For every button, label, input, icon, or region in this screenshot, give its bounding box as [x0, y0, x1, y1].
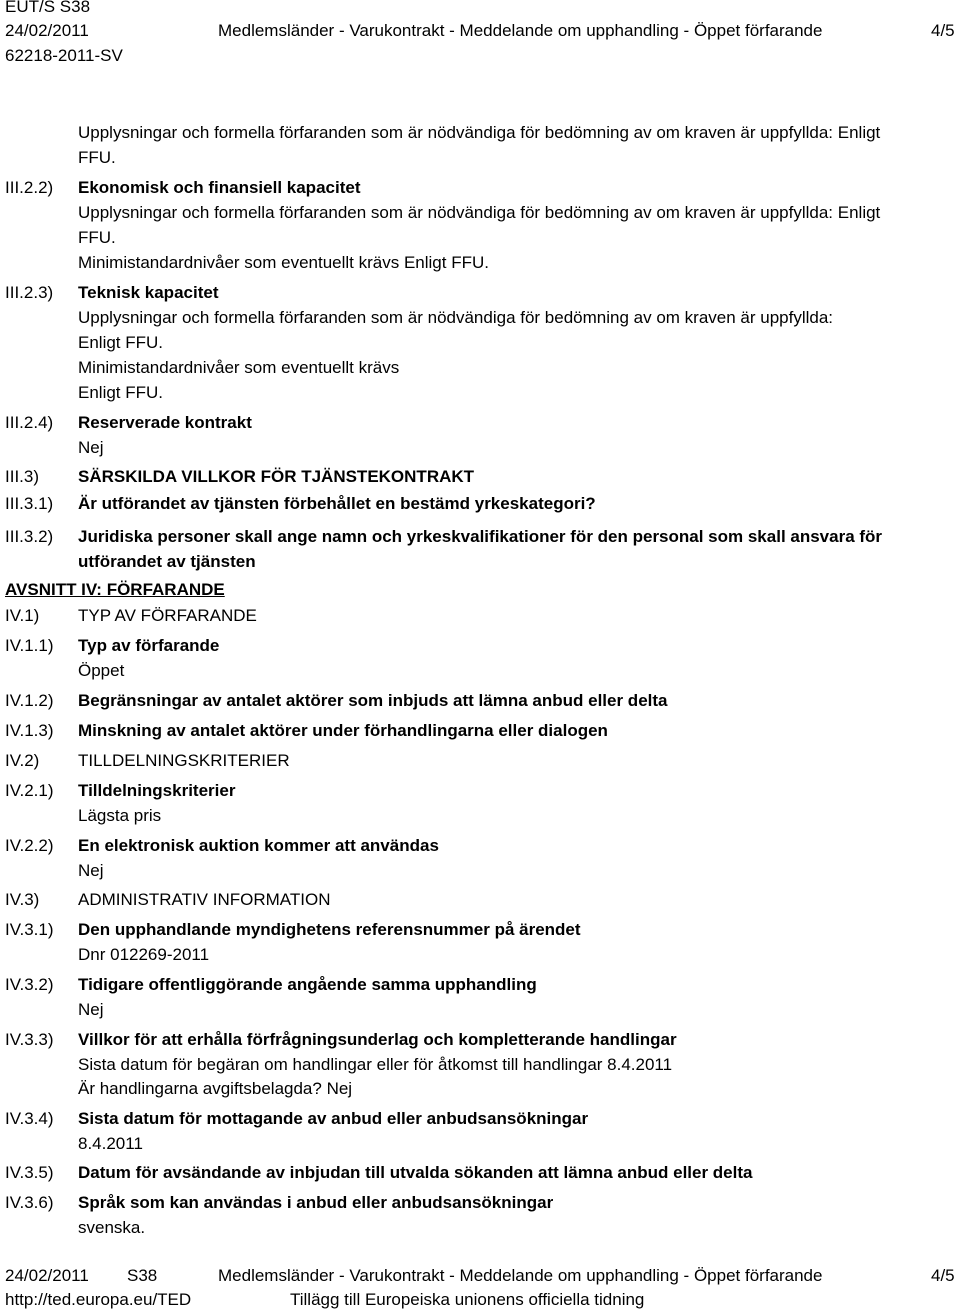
item-number: IV.3.3) [5, 1030, 54, 1049]
footer-url[interactable]: http://ted.europa.eu/TED [5, 1290, 192, 1309]
item-text: Dnr 012269-2011 [78, 945, 210, 964]
item-number: IV.1) [5, 606, 40, 625]
item-number: IV.3.6) [5, 1193, 54, 1212]
item-number: III.2.2) [5, 178, 54, 197]
item-text: Minimistandardnivåer som eventuellt krävs [78, 358, 400, 377]
footer-series: S38 [127, 1266, 158, 1285]
item-heading: Språk som kan användas i anbud eller anbudsansökningar [78, 1193, 554, 1212]
item-heading: Juridiska personer skall ange namn och yrkeskvalifikationer för den personal som skall ansvara för [78, 527, 883, 546]
item-text: 8.4.2011 [78, 1134, 143, 1153]
intro-text-cont: FFU. [78, 148, 116, 167]
item-heading: Begränsningar av antalet aktörer som inbjuds att lämna anbud eller delta [78, 691, 668, 710]
item-heading: Datum för avsändande av inbjudan till utvalda sökanden att lämna anbud eller delta [78, 1163, 753, 1182]
item-text: Nej [78, 438, 104, 457]
item-heading-cont: utförandet av tjänsten [78, 552, 256, 571]
header-page: 4/5 [931, 21, 955, 40]
item-text: svenska. [78, 1218, 146, 1237]
item-text: Minimistandardnivåer som eventuellt krävs Enligt FFU. [78, 253, 489, 272]
item-text: Nej [78, 861, 104, 880]
item-number: IV.3.1) [5, 920, 54, 939]
item-text: Enligt FFU. [78, 333, 164, 352]
footer-supplement: Tillägg till Europeiska unionens officiella tidning [290, 1290, 645, 1309]
footer-date: 24/02/2011 [5, 1266, 89, 1285]
item-number: III.3.2) [5, 527, 54, 546]
item-text: FFU. [78, 228, 116, 247]
item-number: IV.3) [5, 890, 40, 909]
item-heading: Den upphandlande myndighetens referensnummer på ärendet [78, 920, 581, 939]
item-number: IV.3.4) [5, 1109, 54, 1128]
item-number: III.3.1) [5, 494, 54, 513]
item-number: IV.1.3) [5, 721, 54, 740]
header-doc-id: 62218-2011-SV [5, 46, 123, 65]
item-number: IV.2) [5, 751, 40, 770]
item-heading: Tidigare offentliggörande angående samma upphandling [78, 975, 537, 994]
item-heading: Sista datum för mottagande av anbud eller anbudsansökningar [78, 1109, 589, 1128]
item-text: Upplysningar och formella förfaranden som är nödvändiga för bedömning av om kraven är uppfyllda: Enligt [78, 203, 881, 222]
item-number: III.3) [5, 467, 40, 486]
item-heading: Ekonomisk och finansiell kapacitet [78, 178, 361, 197]
item-heading: Är utförandet av tjänsten förbehållet en bestämd yrkeskategori? [78, 494, 596, 513]
item-heading: Villkor för att erhålla förfrågningsunderlag och kompletterande handlingar [78, 1030, 677, 1049]
item-heading: Teknisk kapacitet [78, 283, 219, 302]
header-title: Medlemsländer - Varukontrakt - Meddelande om upphandling - Öppet förfarande [218, 21, 823, 40]
item-text: Är handlingarna avgiftsbelagda? Nej [78, 1079, 353, 1098]
section-heading: AVSNITT IV: FÖRFARANDE [5, 580, 225, 599]
item-text: Öppet [78, 661, 125, 680]
item-text: Upplysningar och formella förfaranden som är nödvändiga för bedömning av om kraven är uppfyllda: [78, 308, 834, 327]
item-number: III.2.3) [5, 283, 54, 302]
intro-text: Upplysningar och formella förfaranden som är nödvändiga för bedömning av om kraven är uppfyllda: Enligt [78, 123, 881, 142]
item-heading: Tilldelningskriterier [78, 781, 236, 800]
item-text: Enligt FFU. [78, 383, 164, 402]
item-heading: SÄRSKILDA VILLKOR FÖR TJÄNSTEKONTRAKT [78, 467, 475, 486]
header-date: 24/02/2011 [5, 21, 89, 40]
item-number: IV.1.1) [5, 636, 54, 655]
item-number: III.2.4) [5, 413, 54, 432]
journal-label: EUT/S S38 [5, 0, 91, 16]
item-heading: ADMINISTRATIV INFORMATION [78, 890, 331, 909]
item-heading: Typ av förfarande [78, 636, 220, 655]
item-number: IV.3.5) [5, 1163, 54, 1182]
footer-page: 4/5 [931, 1266, 955, 1285]
item-number: IV.1.2) [5, 691, 54, 710]
item-heading: Minskning av antalet aktörer under förhandlingarna eller dialogen [78, 721, 608, 740]
item-number: IV.2.2) [5, 836, 54, 855]
item-number: IV.2.1) [5, 781, 54, 800]
item-text: Lägsta pris [78, 806, 162, 825]
item-heading: En elektronisk auktion kommer att användas [78, 836, 439, 855]
item-heading: TYP AV FÖRFARANDE [78, 606, 257, 625]
item-heading: TILLDELNINGSKRITERIER [78, 751, 290, 770]
item-heading: Reserverade kontrakt [78, 413, 252, 432]
item-text: Sista datum för begäran om handlingar eller för åtkomst till handlingar 8.4.2011 [78, 1055, 673, 1074]
item-text: Nej [78, 1000, 104, 1019]
item-number: IV.3.2) [5, 975, 54, 994]
footer-title: Medlemsländer - Varukontrakt - Meddelande om upphandling - Öppet förfarande [218, 1266, 823, 1285]
